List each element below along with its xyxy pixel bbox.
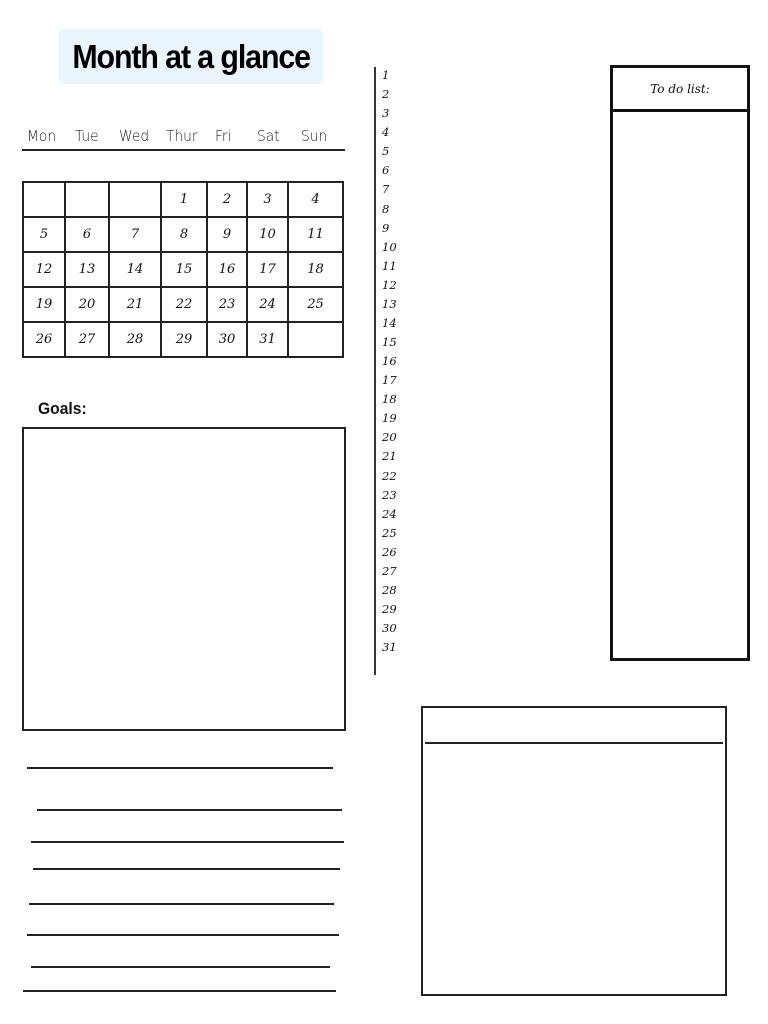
calendar-day-cell xyxy=(109,182,161,217)
calendar-day-cell: 31 xyxy=(247,322,288,357)
day-number: 30 xyxy=(382,621,397,635)
calendar-day-cell: 25 xyxy=(288,287,343,322)
day-number: 5 xyxy=(382,144,390,159)
day-number: 29 xyxy=(382,602,397,616)
calendar-day-cell: 29 xyxy=(161,322,207,357)
weekday-tue: Tue xyxy=(75,127,99,145)
writing-line[interactable] xyxy=(29,903,334,905)
day-number: 25 xyxy=(382,525,397,540)
writing-line[interactable] xyxy=(27,767,333,769)
day-number: 24 xyxy=(382,506,397,521)
calendar-day-cell: 8 xyxy=(161,217,207,252)
calendar-day-cell: 6 xyxy=(65,217,109,252)
notes-box[interactable] xyxy=(421,706,727,996)
calendar-day-cell: 16 xyxy=(207,252,247,287)
calendar-day-cell: 14 xyxy=(109,252,161,287)
calendar-day-cell: 13 xyxy=(65,252,109,287)
calendar-day-cell xyxy=(23,182,65,217)
calendar-week-row xyxy=(23,287,343,322)
calendar-day-cell xyxy=(65,182,109,217)
goals-box[interactable] xyxy=(22,427,346,731)
day-number: 12 xyxy=(382,277,397,292)
writing-line[interactable] xyxy=(37,809,342,811)
day-number: 3 xyxy=(382,106,390,121)
calendar-day-cell: 10 xyxy=(247,217,288,252)
calendar-day-cell: 20 xyxy=(65,287,109,322)
day-number: 1 xyxy=(382,68,390,82)
calendar-day-cell: 26 xyxy=(23,322,65,357)
day-number: 14 xyxy=(382,315,397,330)
weekday-sun: Sun xyxy=(301,127,328,145)
weekday-fri: Fri xyxy=(215,127,232,145)
calendar-day-cell: 4 xyxy=(288,182,343,217)
weekday-mon: Mon xyxy=(27,127,57,145)
day-number: 8 xyxy=(382,201,390,216)
calendar-day-cell: 22 xyxy=(161,287,207,322)
day-number: 13 xyxy=(382,296,397,311)
todo-list-header xyxy=(613,68,747,112)
weekday-wed: Wed xyxy=(119,127,150,145)
notes-header-divider xyxy=(425,742,723,744)
day-number: 21 xyxy=(382,449,397,464)
writing-line[interactable] xyxy=(33,868,340,870)
weekday-underline xyxy=(22,149,345,151)
day-number: 4 xyxy=(382,125,390,140)
month-calendar-grid xyxy=(22,181,344,358)
day-number: 31 xyxy=(382,640,397,655)
calendar-day-cell: 24 xyxy=(247,287,288,322)
day-number: 11 xyxy=(382,258,397,273)
writing-line[interactable] xyxy=(23,990,336,992)
calendar-day-cell: 1 xyxy=(161,182,207,217)
calendar-day-cell: 5 xyxy=(23,217,65,252)
calendar-week-row xyxy=(23,217,343,252)
calendar-day-cell: 7 xyxy=(109,217,161,252)
title-banner xyxy=(59,29,323,84)
calendar-day-cell: 17 xyxy=(247,252,288,287)
calendar-week-row xyxy=(23,322,343,357)
day-number: 10 xyxy=(382,239,397,254)
calendar-week-row xyxy=(23,182,343,217)
goals-label: Goals: xyxy=(38,399,87,418)
day-number: 7 xyxy=(382,182,390,197)
day-number: 23 xyxy=(382,487,397,502)
day-number: 2 xyxy=(382,87,390,102)
day-number: 6 xyxy=(382,163,390,178)
day-number: 18 xyxy=(382,392,397,407)
calendar-day-cell: 30 xyxy=(207,322,247,357)
calendar-day-cell: 11 xyxy=(288,217,343,252)
day-number: 20 xyxy=(382,430,397,445)
todo-list-label: To do list: xyxy=(650,81,710,96)
calendar-day-cell: 23 xyxy=(207,287,247,322)
day-number: 16 xyxy=(382,354,397,369)
calendar-day-cell: 2 xyxy=(207,182,247,217)
calendar-day-cell: 19 xyxy=(23,287,65,322)
day-number: 28 xyxy=(382,582,397,597)
calendar-day-cell: 9 xyxy=(207,217,247,252)
day-list-divider xyxy=(374,67,376,675)
calendar-day-cell: 27 xyxy=(65,322,109,357)
day-number: 19 xyxy=(382,411,397,426)
writing-line[interactable] xyxy=(31,966,330,968)
calendar-day-cell: 3 xyxy=(247,182,288,217)
day-number: 27 xyxy=(382,563,397,578)
page-title: Month at a glance xyxy=(72,37,310,75)
day-number: 15 xyxy=(382,335,397,349)
writing-line[interactable] xyxy=(31,841,344,843)
day-number: 17 xyxy=(382,373,397,388)
day-number: 22 xyxy=(382,468,397,483)
calendar-day-cell: 28 xyxy=(109,322,161,357)
weekday-thur: Thur xyxy=(166,127,198,145)
calendar-day-cell: 15 xyxy=(161,252,207,287)
calendar-day-cell: 21 xyxy=(109,287,161,322)
day-number: 26 xyxy=(382,544,397,559)
calendar-day-cell: 12 xyxy=(23,252,65,287)
calendar-day-cell: 18 xyxy=(288,252,343,287)
calendar-week-row xyxy=(23,252,343,287)
weekday-sat: Sat xyxy=(257,127,280,145)
writing-line[interactable] xyxy=(27,934,339,936)
day-number: 9 xyxy=(382,220,390,235)
calendar-day-cell xyxy=(288,322,343,357)
todo-list-box[interactable] xyxy=(610,65,750,661)
